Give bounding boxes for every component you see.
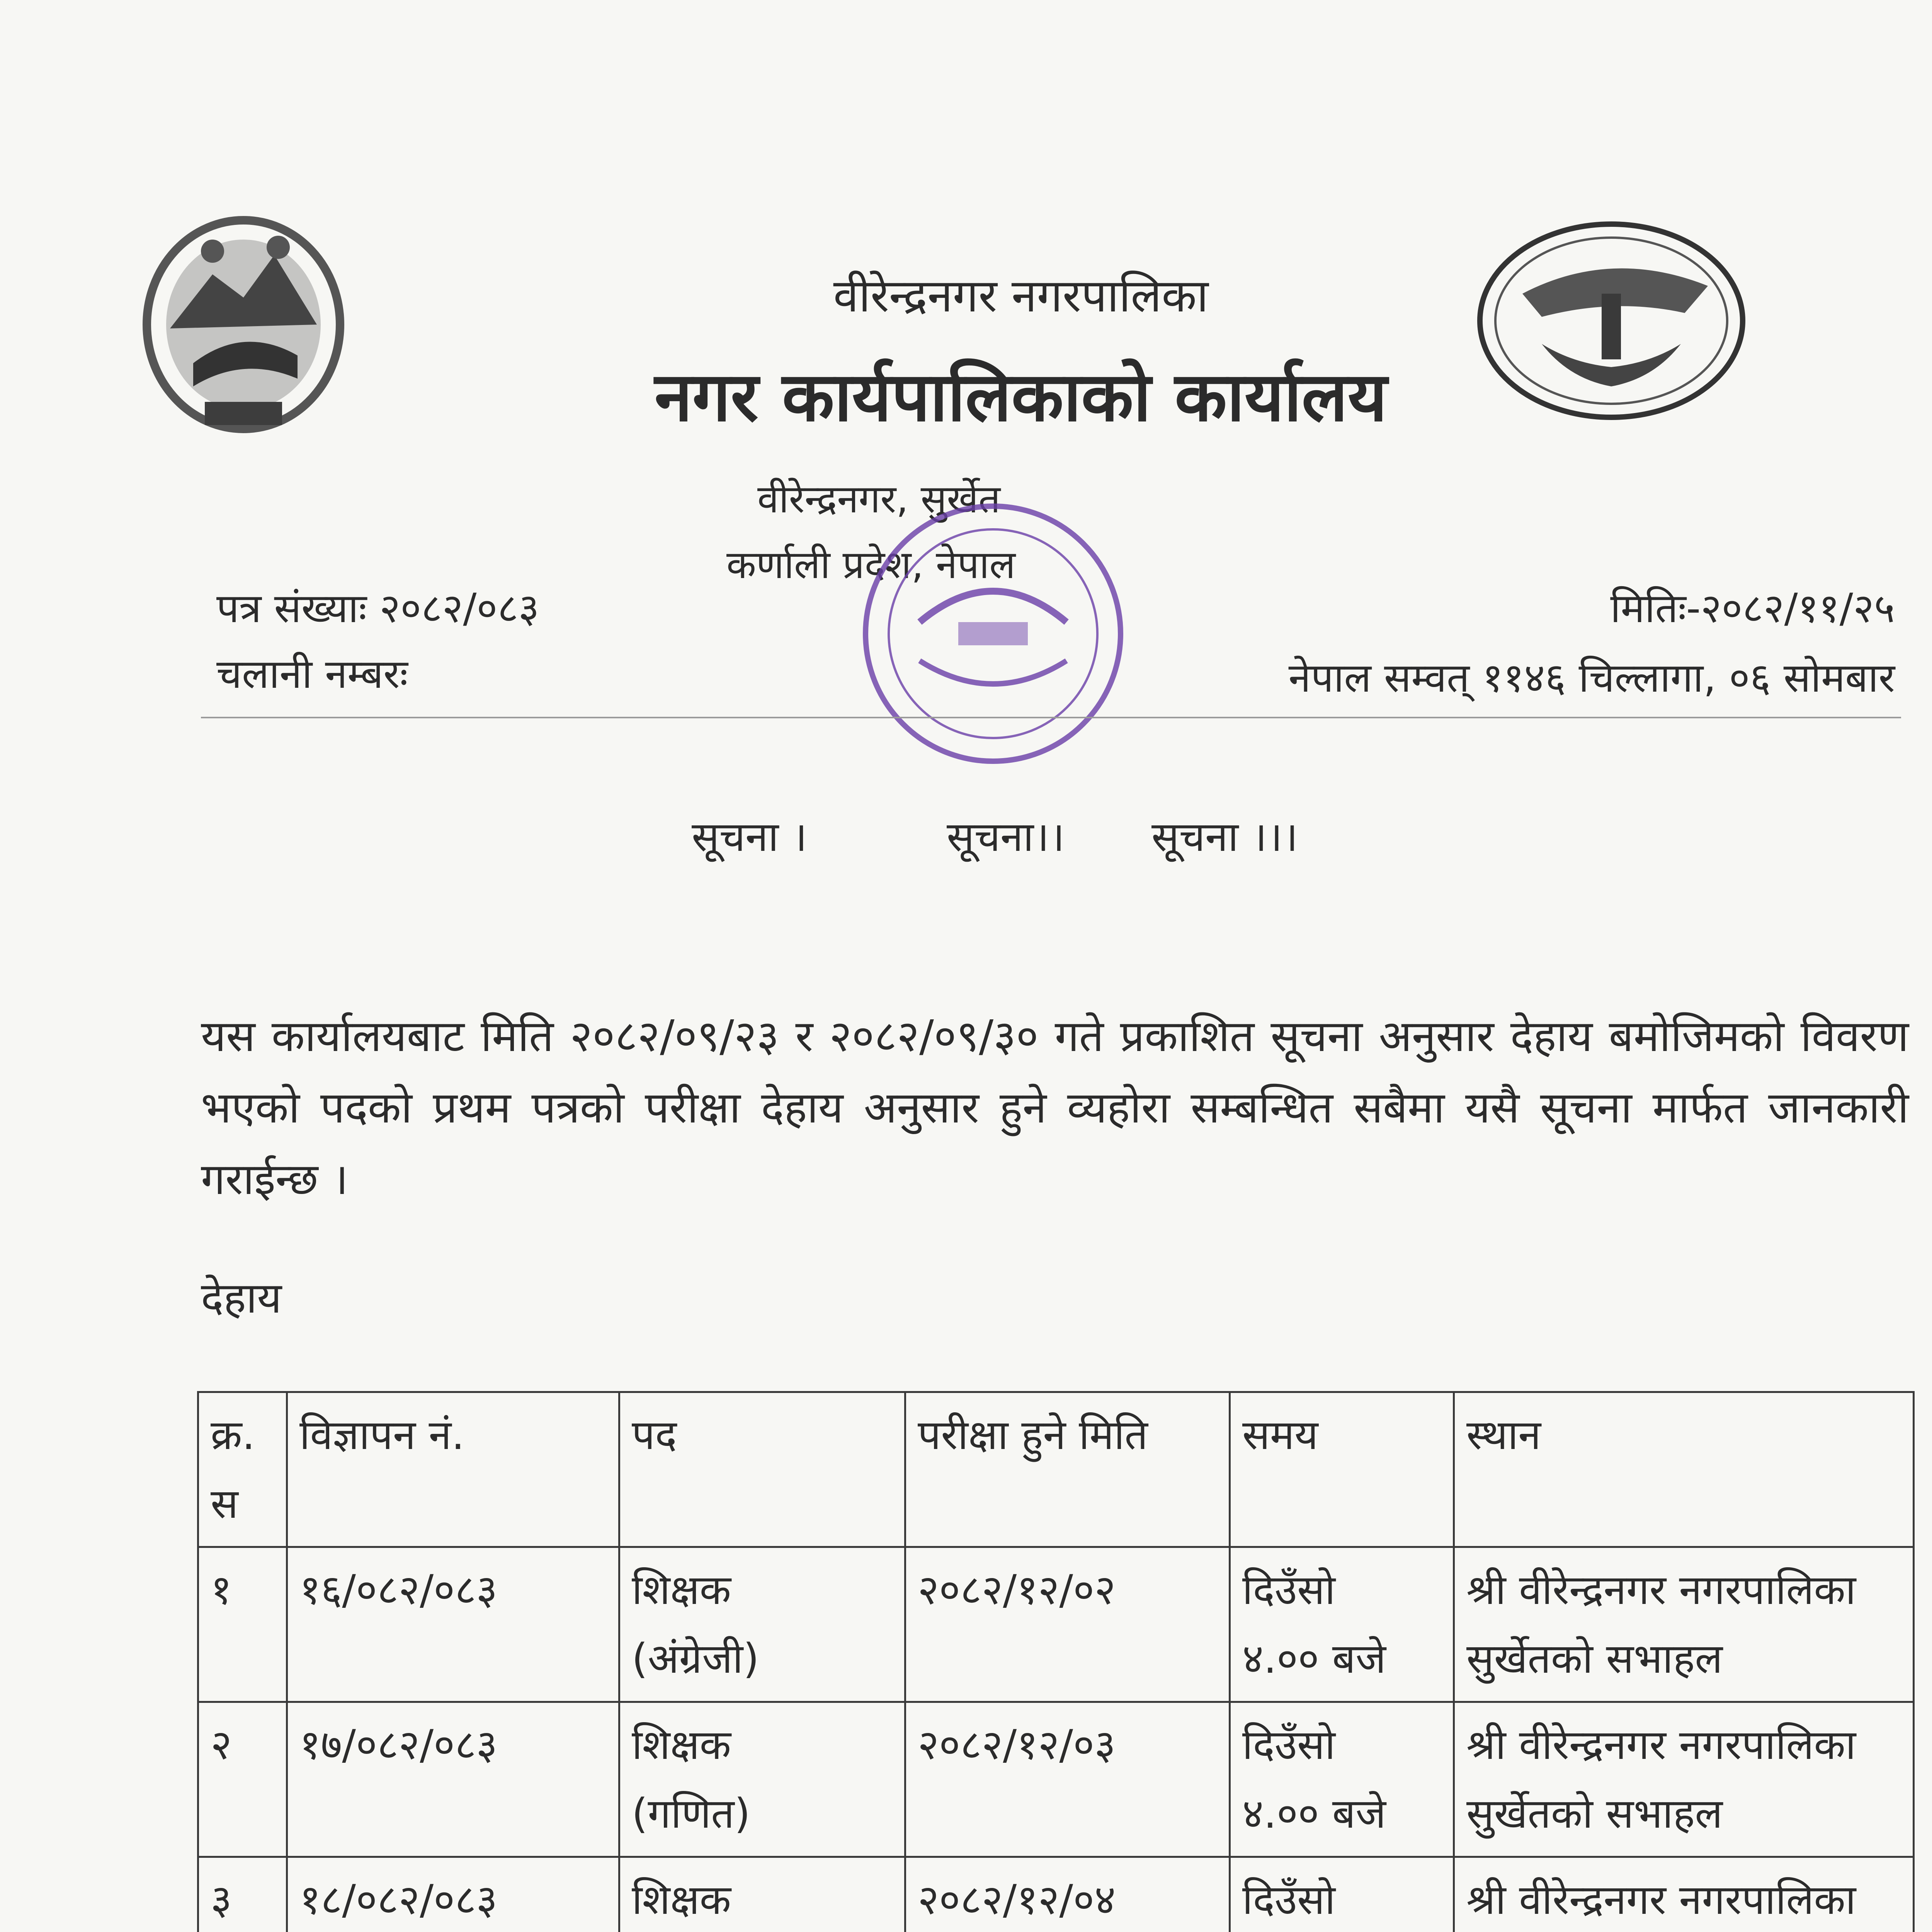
cell-advertisement-no: १८/०८२/०८३: [287, 1857, 619, 1932]
address-line-2: कर्णाली प्रदेश, नेपाल: [726, 542, 1016, 587]
venue-line-2: सुर्खेतको सभाहल: [1466, 1790, 1723, 1837]
cell-venue: [1454, 1547, 1914, 1702]
cell-venue: [1454, 1702, 1914, 1857]
venue-line-1: श्री वीरेन्द्रनगर नगरपालिका: [1466, 1876, 1856, 1923]
cell-time: [1230, 1547, 1454, 1702]
header-exam-date: परीक्षा हुने मिति: [905, 1392, 1230, 1547]
post-title: शिक्षक: [632, 1876, 731, 1923]
cell-exam-date: २०८२/१२/०२: [905, 1547, 1230, 1702]
header-serial: [198, 1392, 287, 1547]
nepal-sambat-date: नेपाल सम्वत् ११४६ चिल्लागा, ०६ सोमबार: [1288, 654, 1895, 701]
cell-post: [619, 1857, 905, 1932]
cell-serial: ३: [198, 1857, 287, 1932]
cell-exam-date: २०८२/१२/०३: [905, 1702, 1230, 1857]
notice-heading-2: सूचना।।: [947, 813, 1065, 861]
letter-date: मितिः-२०८२/११/२५: [1610, 585, 1895, 632]
dispatch-number: चलानी नम्बरः: [216, 650, 408, 697]
cell-time: [1230, 1702, 1454, 1857]
cell-post: [619, 1702, 905, 1857]
notice-heading-3: सूचना ।।।: [1151, 813, 1298, 861]
header-post: पद: [619, 1392, 905, 1547]
office-stamp: [842, 483, 1144, 784]
header-time: समय: [1230, 1392, 1454, 1547]
table-header-row: [198, 1392, 1914, 1547]
cell-exam-date: २०८२/१२/०४: [905, 1857, 1230, 1932]
cell-serial: १: [198, 1547, 287, 1702]
venue-line-1: श्री वीरेन्द्रनगर नगरपालिका: [1466, 1721, 1856, 1769]
table-row: [198, 1547, 1914, 1702]
address-line-1: वीरेन्द्रनगर, सुर्खेत: [757, 476, 1001, 522]
post-title: शिक्षक: [632, 1566, 731, 1614]
dehay-label: देहाय: [201, 1273, 282, 1323]
venue-line-2: सुर्खेतको सभाहल: [1466, 1635, 1723, 1682]
time-period: दिउँसो: [1242, 1721, 1335, 1769]
reference-number: पत्र संख्याः २०८२/०८३: [216, 585, 539, 632]
venue-line-1: श्री वीरेन्द्रनगर नगरपालिका: [1466, 1566, 1856, 1614]
header-venue: स्थान: [1454, 1392, 1914, 1547]
exam-schedule-table: [197, 1391, 1915, 1932]
cell-post: [619, 1547, 905, 1702]
office-title: नगर कार्यपालिकाको कार्यालय: [655, 357, 1387, 437]
header-serial-line-2: स: [211, 1480, 238, 1527]
cell-serial: २: [198, 1702, 287, 1857]
header-divider: [201, 717, 1901, 718]
notice-body: यस कार्यालयबाट मिति २०८२/०९/२३ र २०८२/०९/३० गते प्रकाशित सूचना अनुसार देहाय बमोजिमको विवरण भएको पदको प्रथम पत्रको परीक्षा देहाय अनुसार हुने व्यहोरा सम्बन्धित सबैमा यसै सूचना मार्फत जानकारी गराईन्छ ।: [201, 1011, 1909, 1204]
cell-time: [1230, 1857, 1454, 1932]
cell-advertisement-no: १६/०८२/०८३: [287, 1547, 619, 1702]
cell-advertisement-no: १७/०८२/०८३: [287, 1702, 619, 1857]
header-advertisement-no: विज्ञापन नं.: [287, 1392, 619, 1547]
post-subject: (अंग्रेजी): [632, 1635, 759, 1682]
time-period: दिउँसो: [1242, 1566, 1335, 1614]
post-title: शिक्षक: [632, 1721, 731, 1769]
time-clock: ४.०० बजे: [1242, 1635, 1386, 1682]
post-subject: (गणित): [632, 1790, 750, 1837]
municipality-name: वीरेन्द्रनगर नगरपालिका: [833, 269, 1209, 322]
cell-venue: [1454, 1857, 1914, 1932]
notice-heading-1: सूचना ।: [692, 813, 808, 861]
time-clock: ४.०० बजे: [1242, 1790, 1386, 1837]
time-period: दिउँसो: [1242, 1876, 1335, 1923]
table-row: [198, 1702, 1914, 1857]
table-row: [198, 1857, 1914, 1932]
header-serial-line-1: क्र.: [211, 1411, 255, 1459]
